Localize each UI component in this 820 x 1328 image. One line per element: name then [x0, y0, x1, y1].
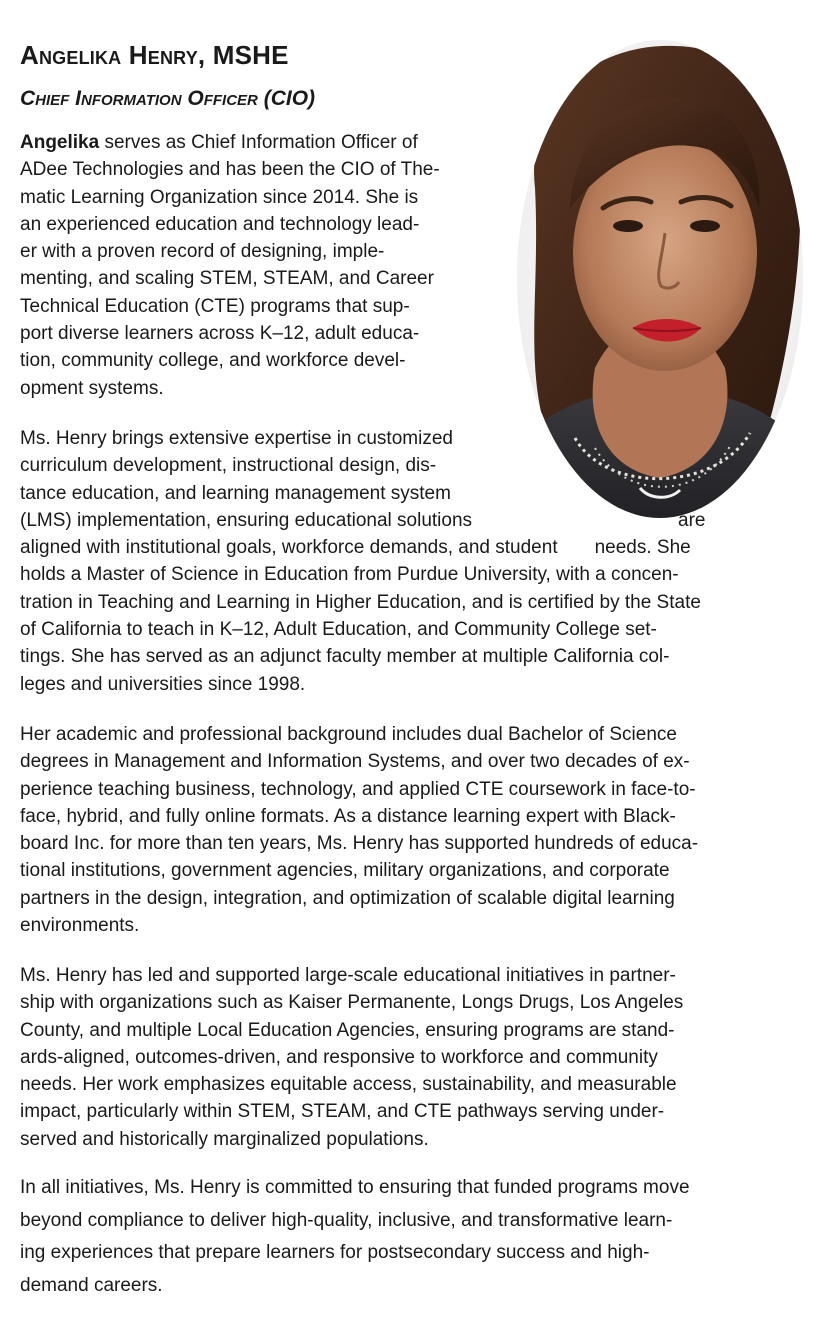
- text-line: holds a Master of Science in Education from Purdue University, with a concen-: [20, 564, 679, 586]
- text-line: tration in Teaching and Learning in Higher Education, and is certified by the State: [20, 591, 701, 613]
- text-line: ship with organizations such as Kaiser Permanente, Longs Drugs, Los Angeles: [20, 992, 684, 1014]
- text-span: serves as Chief Information Officer of: [99, 132, 418, 153]
- text-line: port diverse learners across K–12, adult educa-: [20, 323, 420, 345]
- text-line: In all initiatives, Ms. Henry is committed to ensuring that funded programs move: [20, 1177, 690, 1198]
- text-line: environments.: [20, 915, 140, 937]
- person-name: Angelika Henry, MSHE: [20, 40, 289, 70]
- text-line: ADee Technologies and has been the CIO of The-: [20, 159, 440, 181]
- text-line: perience teaching business, technology, and applied CTE coursework in face-to-: [20, 778, 696, 800]
- text-line: matic Learning Organization since 2014. She is: [20, 186, 419, 208]
- text-line: ards-aligned, outcomes-driven, and responsive to workforce and community: [20, 1046, 658, 1068]
- text-line: partners in the design, integration, and optimization of scalable digital learning: [20, 887, 675, 909]
- text-span: aligned with institutional goals, workforce demands, and student: [20, 537, 558, 559]
- text-line: menting, and scaling STEM, STEAM, and Career: [20, 268, 434, 290]
- text-line: tance education, and learning management system: [20, 482, 451, 504]
- text-line: Technical Education (CTE) programs that sup-: [20, 295, 410, 317]
- text-line: County, and multiple Local Education Agencies, ensuring programs are stand-: [20, 1019, 675, 1041]
- text-line: Ms. Henry has led and supported large-scale educational initiatives in partner-: [20, 965, 676, 986]
- person-title: Chief Information Officer (CIO): [20, 87, 316, 110]
- text-line: board Inc. for more than ten years, Ms. Henry has supported hundreds of educa-: [20, 833, 699, 855]
- text-span: are: [678, 509, 706, 531]
- text-line: [20, 534, 706, 561]
- text-line: [20, 507, 706, 534]
- bio-paragraph-5: [20, 1172, 690, 1302]
- text-line: demand careers.: [20, 1274, 163, 1296]
- text-line: tion, community college, and workforce devel-: [20, 350, 406, 372]
- text-line: impact, particularly within STEM, STEAM, and CTE pathways serving under-: [20, 1101, 665, 1123]
- text-line: of California to teach in K–12, Adult Education, and Community College set-: [20, 619, 657, 641]
- text-line: face, hybrid, and fully online formats. As a distance learning expert with Black-: [20, 805, 676, 827]
- bio-paragraph-2: [20, 425, 706, 698]
- bio-lead-name: Angelika: [20, 132, 100, 153]
- text-line: ing experiences that prepare learners for postsecondary success and high-: [20, 1242, 650, 1263]
- text-line: [20, 129, 440, 156]
- text-line: tional institutions, government agencies, military organizations, and corporate: [20, 860, 670, 882]
- text-line: Her academic and professional background includes dual Bachelor of Science: [20, 724, 677, 745]
- text-line: an experienced education and technology lead-: [20, 213, 420, 235]
- text-line: tings. She has served as an adjunct faculty member at multiple California col-: [20, 646, 670, 668]
- text-line: beyond compliance to deliver high-quality, inclusive, and transformative learn-: [20, 1209, 673, 1231]
- text-line: Ms. Henry brings extensive expertise in customized: [20, 428, 453, 449]
- bio-paragraph-3: [20, 721, 698, 939]
- text-line: opment systems.: [20, 377, 164, 399]
- text-line: leges and universities since 1998.: [20, 673, 306, 695]
- bio-paragraph-4: [20, 962, 683, 1153]
- text-line: curriculum development, instructional design, dis-: [20, 455, 437, 477]
- text-span: needs. She: [594, 537, 691, 559]
- text-line: needs. Her work emphasizes equitable access, sustainability, and measurable: [20, 1074, 677, 1096]
- text-span: (LMS) implementation, ensuring educational solutions: [20, 509, 473, 531]
- text-line: er with a proven record of designing, imple-: [20, 241, 385, 263]
- text-line: degrees in Management and Information Systems, and over two decades of ex-: [20, 751, 690, 773]
- text-line: served and historically marginalized populations.: [20, 1128, 429, 1150]
- bio-paragraph-1: [20, 129, 440, 402]
